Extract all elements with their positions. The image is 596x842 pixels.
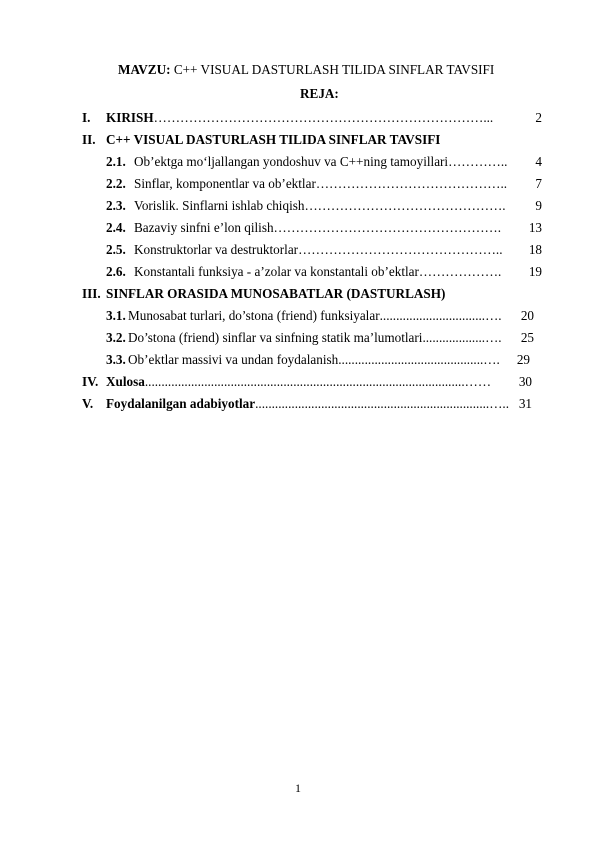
plan-heading: REJA: [300, 86, 339, 101]
toc-title: Ob’ektlar massivi va undan foydalanish [128, 352, 339, 367]
toc-leader: ………………. [418, 264, 502, 279]
toc-entry-1 [82, 110, 542, 126]
toc-entry-5 [82, 396, 532, 412]
toc-leader: ……………………………………….. [298, 242, 503, 257]
toc-title: Xulosa [106, 374, 145, 389]
toc-number: 2.5. [106, 242, 126, 257]
toc-entry-2-3 [106, 198, 542, 214]
toc-leader: ...................…. [422, 330, 502, 345]
mavzu-label: MAVZU: [118, 62, 171, 77]
toc-title: KIRISH [106, 110, 154, 125]
toc-page: 13 [528, 220, 542, 235]
toc-entry-2 [82, 132, 542, 148]
toc-entry-2-4 [106, 220, 542, 236]
toc-leader: .................................................................................................…… [144, 374, 492, 389]
toc-page: 9 [535, 198, 542, 213]
toc-title: Konstruktorlar va destruktorlar [134, 242, 299, 257]
toc-entry-2-6 [106, 264, 542, 280]
toc-number: III. [82, 286, 101, 301]
document-title [118, 62, 494, 78]
toc-leader: …………………………………………………………………... [153, 110, 494, 125]
toc-page: 31 [518, 396, 532, 411]
toc-entry-2-5 [106, 242, 542, 258]
toc-entry-3 [82, 286, 542, 302]
toc-title: Foydalanilgan adabiyotlar [106, 396, 256, 411]
toc-title: C++ VISUAL DASTURLASH TILIDA SINFLAR TAVSIFI [106, 132, 441, 147]
toc-number: 2.6. [106, 264, 126, 279]
toc-title: Konstantali funksiya - a’zolar va konstantali ob’ektlar [134, 264, 419, 279]
page-number: 1 [295, 781, 301, 795]
toc-entry-2-1 [106, 154, 542, 170]
toc-title: Munosabat turlari, do’stona (friend) funksiyalar [128, 308, 380, 323]
toc-entry-3-3 [106, 352, 530, 368]
toc-number: IV. [82, 374, 99, 389]
toc-leader: .......................................................................….. [255, 396, 509, 411]
toc-title: Sinflar, komponentlar va ob’ektlar [134, 176, 316, 191]
toc-page: 20 [520, 308, 534, 323]
toc-number: 2.3. [106, 198, 126, 213]
toc-page: 18 [528, 242, 542, 257]
toc-leader: ………………………………………. [304, 198, 506, 213]
toc-entry-4 [82, 374, 532, 390]
toc-entry-2-2 [106, 176, 542, 192]
toc-number: 2.4. [106, 220, 126, 235]
toc-number: 3.1. [106, 308, 126, 323]
toc-page: 7 [535, 176, 542, 191]
toc-number: 3.3. [106, 352, 126, 367]
toc-page: 30 [518, 374, 532, 389]
toc-entry-3-2 [106, 330, 534, 346]
toc-title: Ob’ektga mo‘ljallangan yondoshuv va C++ning tamoyillari [134, 154, 449, 169]
toc-page: 29 [516, 352, 530, 367]
toc-title: Do’stona (friend) sinflar va sinfning statik ma’lumotlari [128, 330, 423, 345]
toc-leader: ............................................…. [338, 352, 500, 367]
toc-page: 19 [528, 264, 542, 279]
mavzu-text: C++ VISUAL DASTURLASH TILIDA SINFLAR TAVSIFI [170, 62, 495, 77]
toc-title: Vorislik. Sinflarni ishlab chiqish [134, 198, 305, 213]
toc-leader: ……………………………………………. [273, 220, 502, 235]
toc-page: 4 [535, 154, 542, 169]
toc-title: SINFLAR ORASIDA MUNOSABATLAR (DASTURLASH) [106, 286, 446, 301]
toc-leader: ………….. [448, 154, 508, 169]
toc-number: 3.2. [106, 330, 126, 345]
toc-title: Bazaviy sinfni e’lon qilish [134, 220, 274, 235]
toc-number: V. [82, 396, 94, 411]
toc-number: II. [82, 132, 96, 147]
toc-number: 2.1. [106, 154, 126, 169]
toc-leader: ................................…. [379, 308, 502, 323]
toc-leader: …………………………………….. [315, 176, 508, 191]
toc-number: 2.2. [106, 176, 126, 191]
toc-entry-3-1 [106, 308, 534, 324]
toc-page: 2 [535, 110, 542, 125]
toc-page: 25 [520, 330, 534, 345]
toc-number: I. [82, 110, 91, 125]
